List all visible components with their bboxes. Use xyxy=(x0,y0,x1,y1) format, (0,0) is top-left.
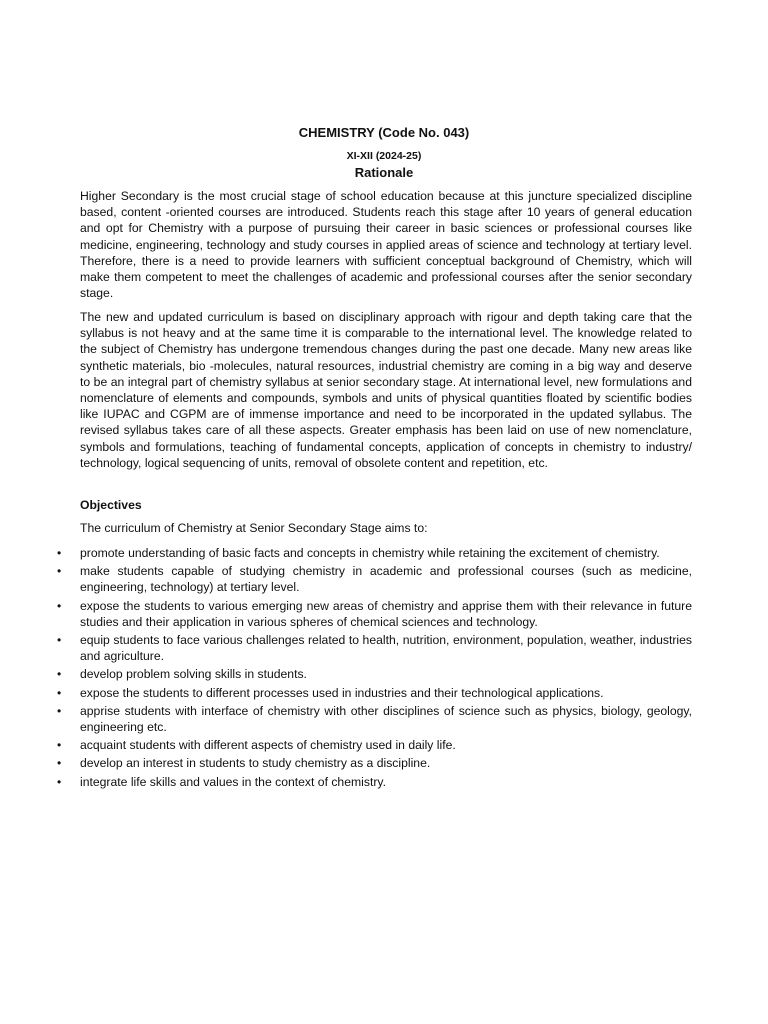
list-item xyxy=(0,755,768,771)
bullet-icon: • xyxy=(57,703,62,718)
objective-text: integrate life skills and values in the context of chemistry. xyxy=(80,774,386,789)
objective-text: acquaint students with different aspects of chemistry used in daily life. xyxy=(80,738,456,753)
bullet-icon: • xyxy=(57,774,62,789)
list-item xyxy=(0,598,768,630)
rationale-paragraph-2: The new and updated curriculum is based on disciplinary approach with rigour and depth taking care that the syllabus is not heavy and at the same time it is comparable to the international level. The knowledge related to the subject of Chemistry has undergone tremendous changes during the past one decade. Many new areas like synthetic materials, bio -molecules, natural resources, industrial chemistry are coming in a big way and deserve to be an integral part of chemistry syllabus at senior secondary stage. At international level, new formulations and nomenclature of elements and compounds, symbols and units of physical quantities floated by scientific bodies like IUPAC and CGPM are of immense importance and need to be incorporated in the updated syllabus. The revised syllabus takes care of all these aspects. Greater emphasis has been laid on use of new nomenclature, symbols and formulations, teaching of fundamental concepts, application of concepts in chemistry to industry/ technology, logical sequencing of units, removal of obsolete content and repetition, etc. xyxy=(80,310,692,470)
objective-text: apprise students with interface of chemistry with other disciplines of science such as physics, biology, geology, engineering etc. xyxy=(80,703,692,735)
bullet-icon: • xyxy=(57,633,62,648)
objective-text: make students capable of studying chemistry in academic and professional courses (such as medicine, engineering, technology) at tertiary level. xyxy=(80,564,692,595)
objective-text: develop problem solving skills in students. xyxy=(80,667,307,682)
objective-text: equip students to face various challenges related to health, nutrition, environment, population, weather, industries and agriculture. xyxy=(80,633,692,664)
list-item xyxy=(0,545,768,561)
list-item xyxy=(0,666,768,682)
objective-text: expose the students to different processes used in industries and their technological applications. xyxy=(80,685,604,700)
objective-text: develop an interest in students to study chemistry as a discipline. xyxy=(80,756,431,771)
rationale-paragraph-1: Higher Secondary is the most crucial stage of school education because at this juncture specialized discipline based, content -oriented courses are introduced. Students reach this stage after 10 years of general education and opt for Chemistry with a purpose of pursuing their career in basic sciences or professional courses like medicine, engineering, technology and study courses in applied areas of science and technology at tertiary level. Therefore, there is a need to provide learners with sufficient conceptual background of Chemistry, which will make them competent to meet the challenges of academic and professional courses after the senior secondary stage. xyxy=(80,189,692,301)
list-item xyxy=(0,737,768,753)
objective-text: expose the students to various emerging new areas of chemistry and apprise them with their relevance in future studies and their application in various spheres of chemical sciences and technology. xyxy=(80,598,692,629)
bullet-icon: • xyxy=(57,546,62,560)
bullet-icon: • xyxy=(57,667,62,682)
bullet-icon: • xyxy=(57,738,62,753)
bullet-icon: • xyxy=(57,564,62,579)
bullet-icon: • xyxy=(57,598,62,613)
list-item xyxy=(0,703,768,735)
document-subtitle: XI-XII (2024-25) xyxy=(346,150,422,162)
list-item xyxy=(0,685,768,701)
list-item xyxy=(0,632,768,664)
list-item xyxy=(0,774,768,790)
objectives-list xyxy=(0,545,768,792)
bullet-icon: • xyxy=(57,685,62,700)
objectives-heading: Objectives xyxy=(80,498,142,512)
objective-text: promote understanding of basic facts and concepts in chemistry while retaining the excitement of chemistry. xyxy=(80,546,660,560)
bullet-icon: • xyxy=(57,756,62,771)
rationale-heading: Rationale xyxy=(354,165,414,180)
list-item xyxy=(0,563,768,595)
objectives-intro: The curriculum of Chemistry at Senior Secondary Stage aims to: xyxy=(80,521,428,535)
document-title: CHEMISTRY (Code No. 043) xyxy=(298,125,470,140)
